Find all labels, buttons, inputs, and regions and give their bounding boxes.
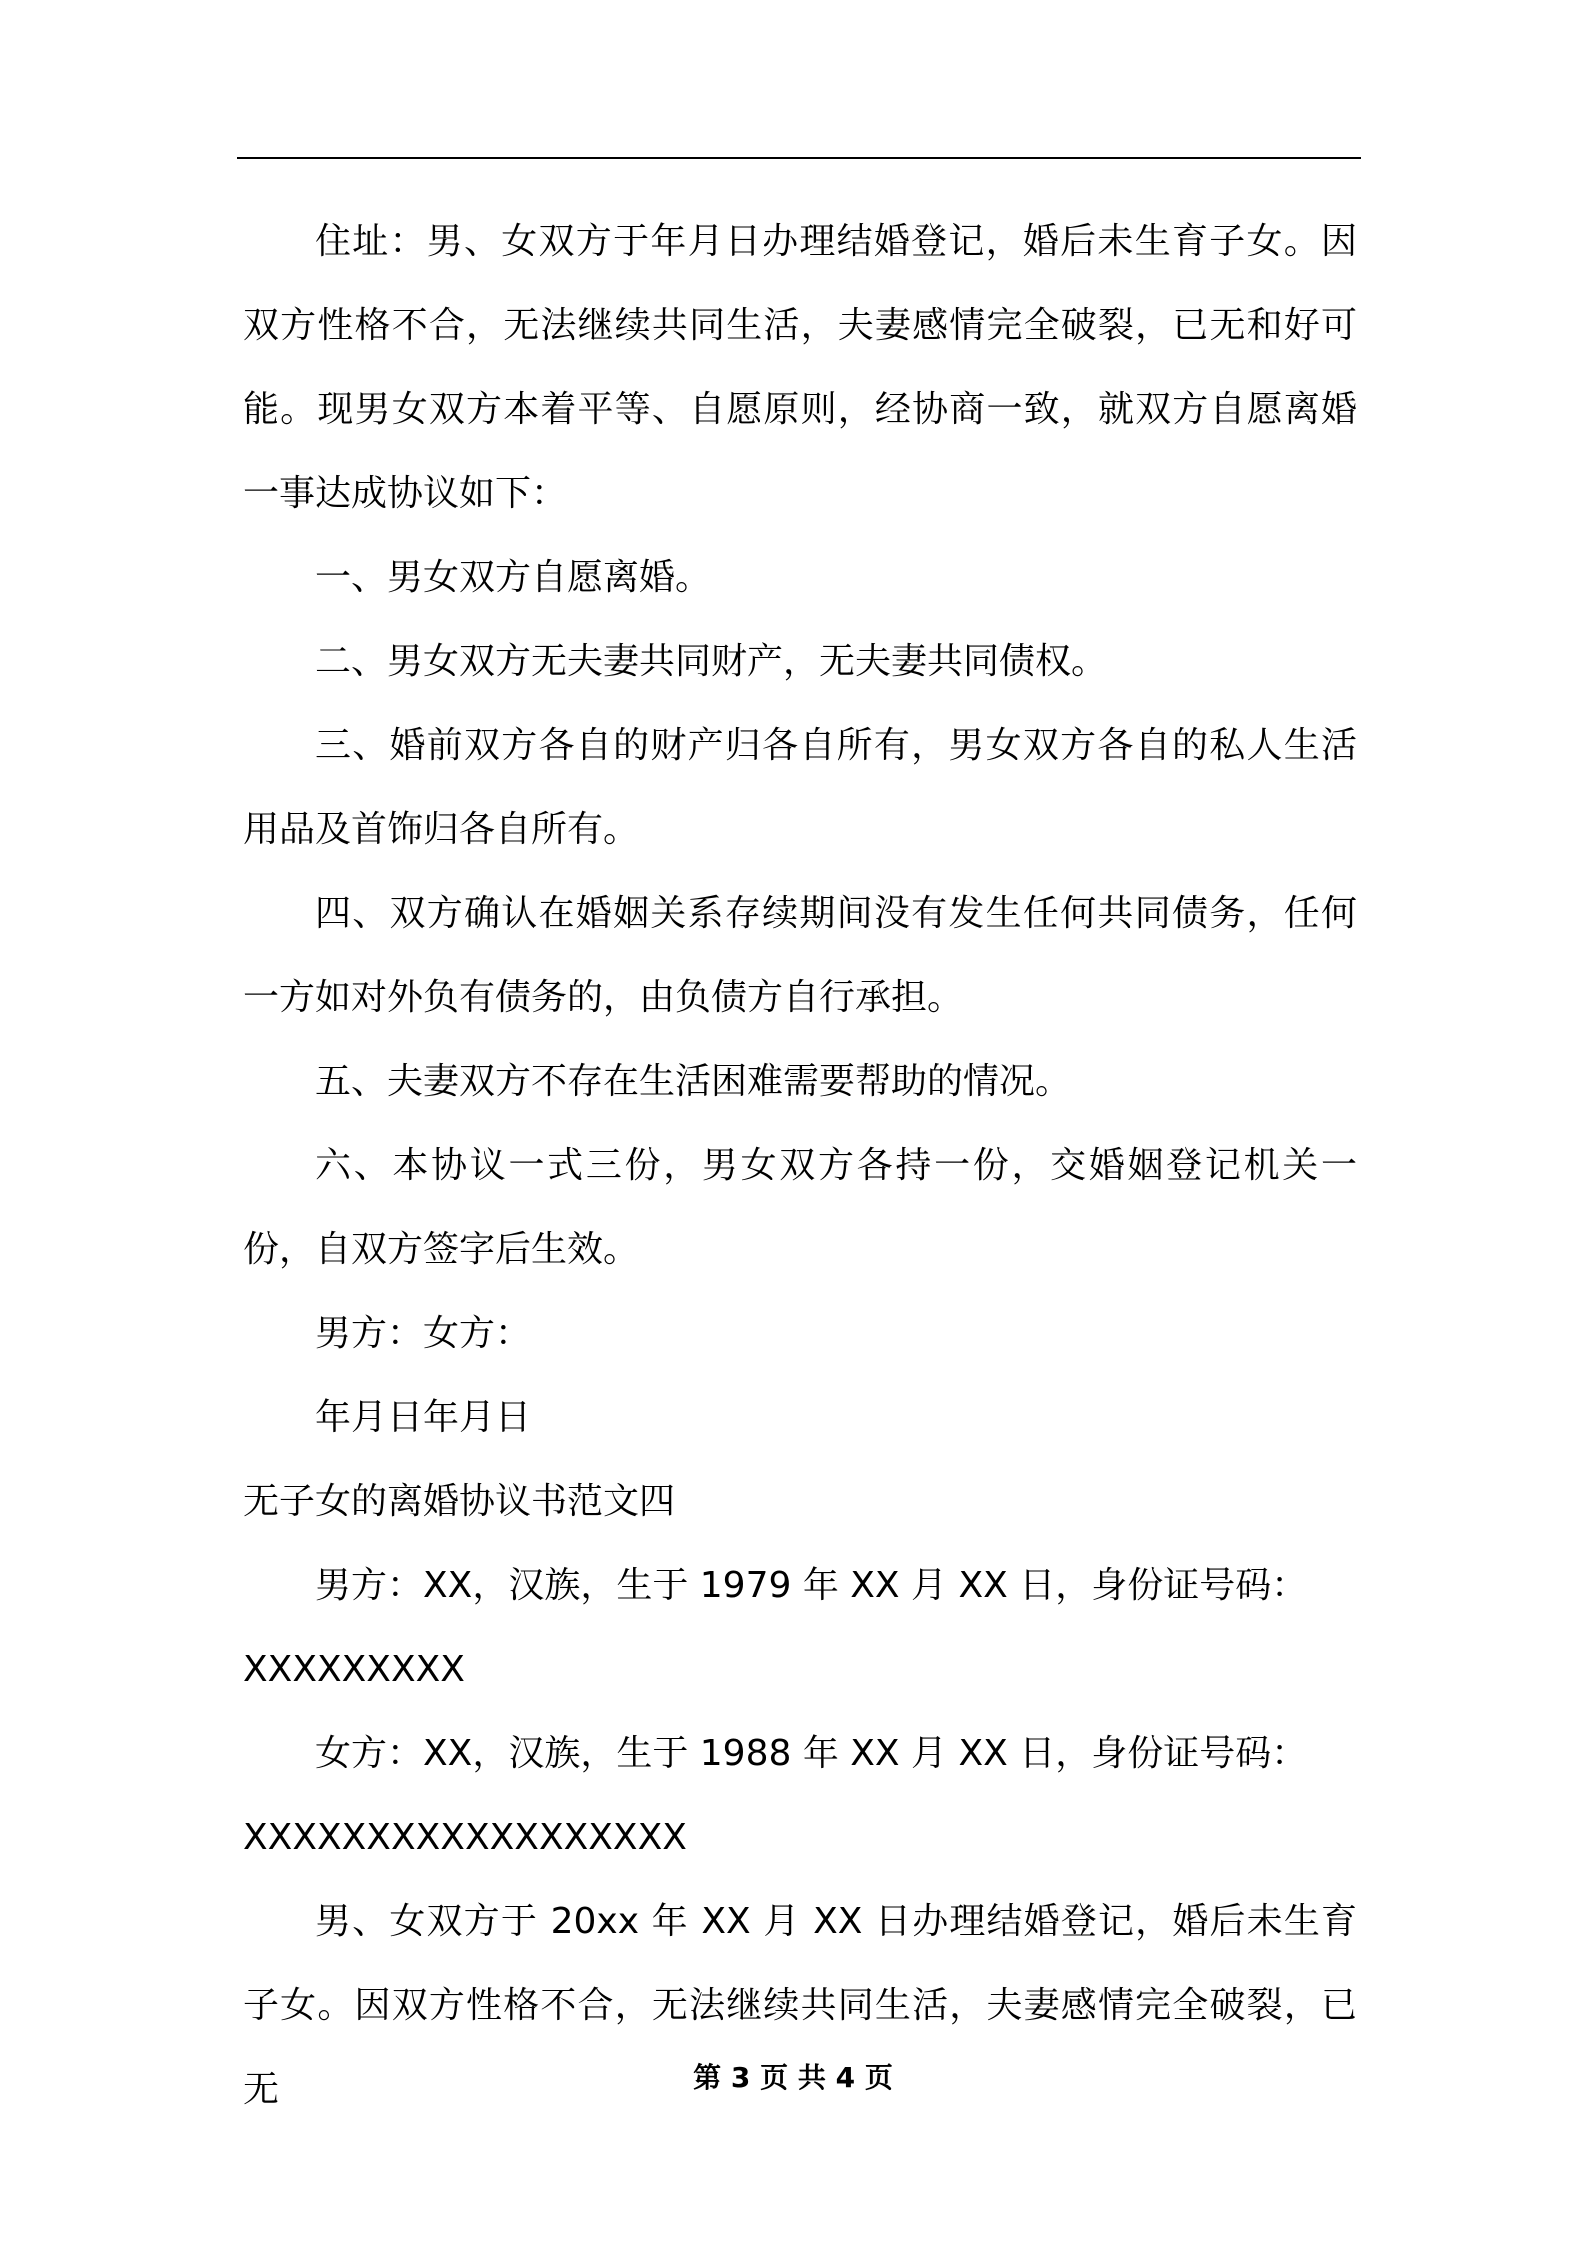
clause-4: 四、双方确认在婚姻关系存续期间没有发生任何共同债务，任何一方如对外负有债务的，由负债方自行承担。 — [243, 893, 1357, 1018]
clause-5: 五、夫妻双方不存在生活困难需要帮助的情况。 — [315, 1061, 1072, 1102]
male-info: 男方：XX，汉族，生于 1979 年 XX 月 XX 日，身份证号码： — [315, 1565, 1308, 1606]
header-rule — [237, 157, 1361, 159]
clause-3: 三、婚前双方各自的财产归各自所有，男女双方各自的私人生活用品及首饰归各自所有。 — [243, 725, 1357, 850]
signature-line: 男方：女方： — [315, 1313, 532, 1354]
document-body — [243, 200, 1357, 2132]
clause-2: 二、男女双方无夫妻共同财产，无夫妻共同债权。 — [315, 641, 1108, 682]
clause-1: 一、男女双方自愿离婚。 — [315, 557, 712, 598]
clause-6: 六、本协议一式三份，男女双方各持一份，交婚姻登记机关一份，自双方签字后生效。 — [243, 1145, 1357, 1270]
paragraph-marriage: 男、女双方于 20xx 年 XX 月 XX 日办理结婚登记，婚后未生育子女。因双方性格不合，无法继续共同生活，夫妻感情完全破裂，已无 — [243, 1901, 1357, 2110]
male-id: XXXXXXXXX — [243, 1649, 465, 1690]
date-line: 年月日年月日 — [315, 1397, 532, 1438]
female-id: XXXXXXXXXXXXXXXXXX — [243, 1817, 687, 1858]
paragraph-address: 住址：男、女双方于年月日办理结婚登记，婚后未生育子女。因双方性格不合，无法继续共同生活，夫妻感情完全破裂，已无和好可能。现男女双方本着平等、自愿原则，经协商一致，就双方自愿离婚一事达成协议如下： — [243, 221, 1357, 514]
page-footer: 第 3 页 共 4 页 — [693, 2061, 893, 2094]
section-title: 无子女的离婚协议书范文四 — [243, 1481, 676, 1522]
female-info: 女方：XX，汉族，生于 1988 年 XX 月 XX 日，身份证号码： — [315, 1733, 1308, 1774]
